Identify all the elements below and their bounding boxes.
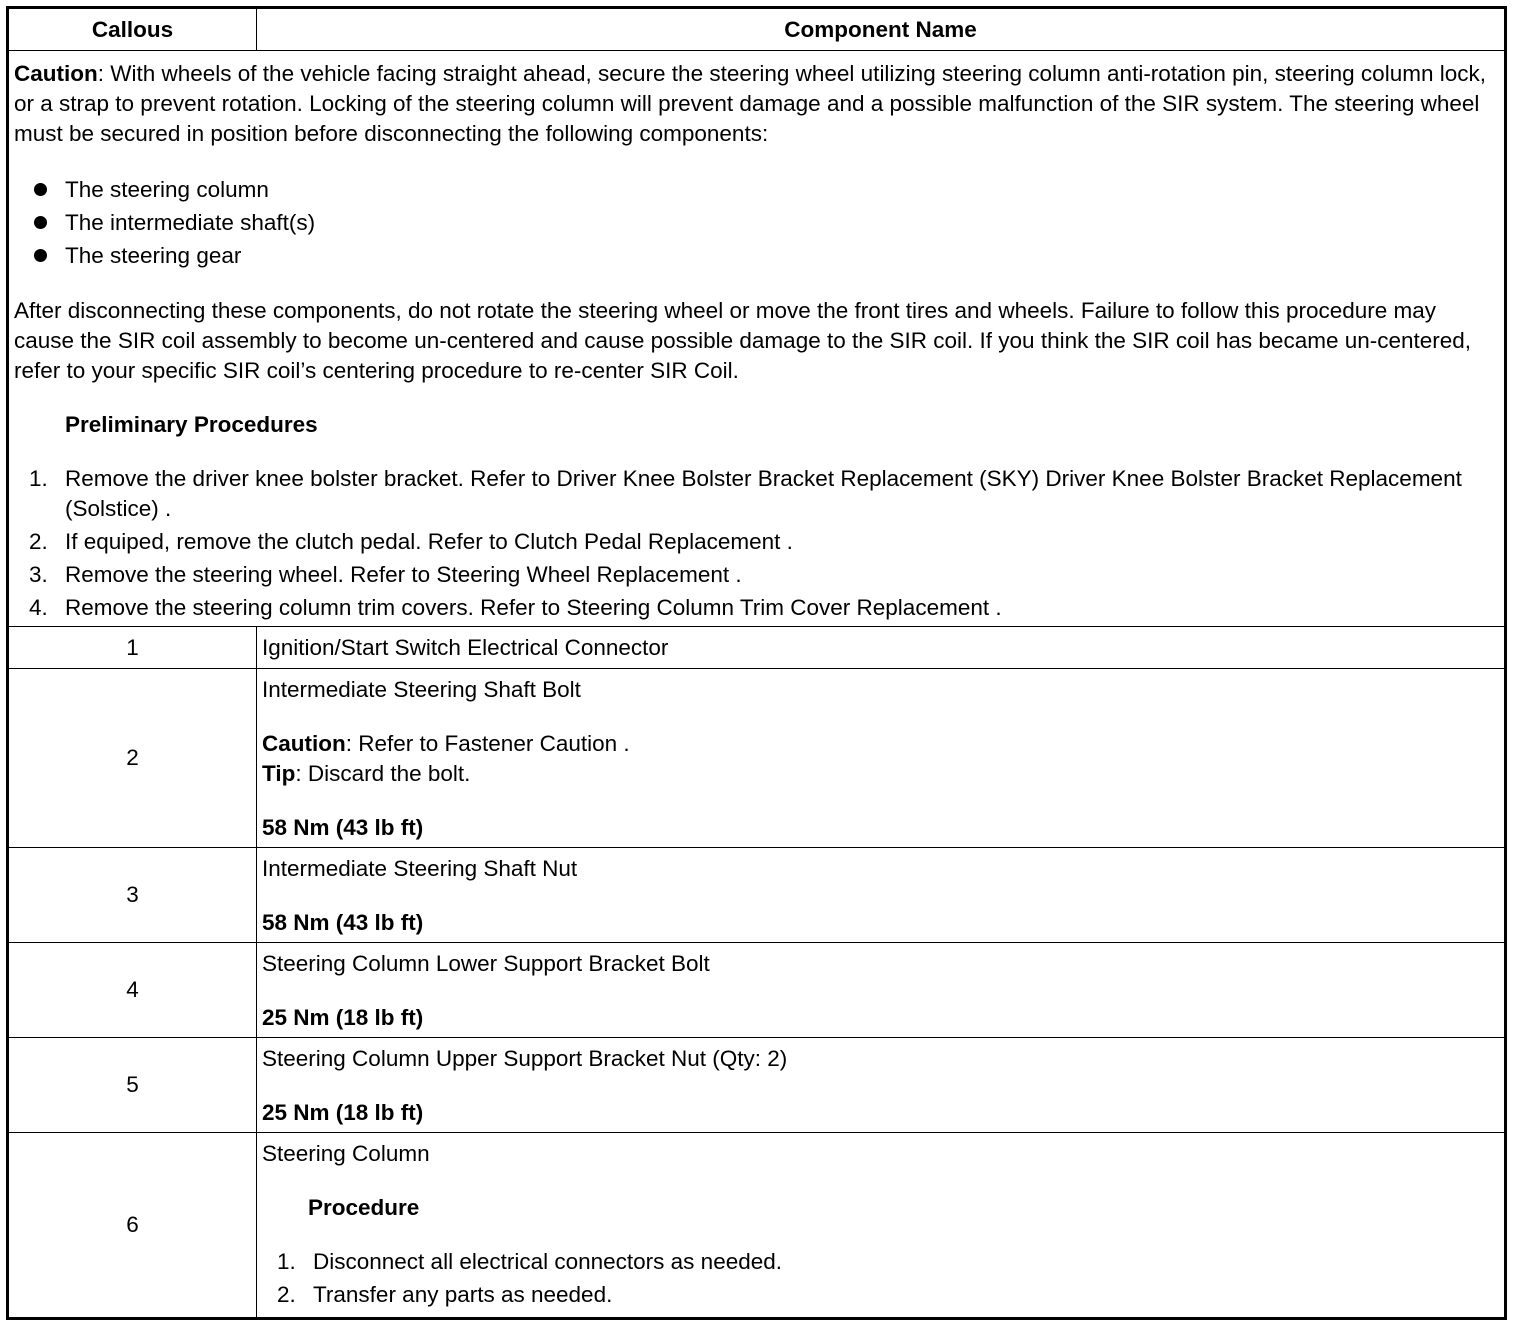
bullet-text: The intermediate shaft(s): [65, 210, 316, 235]
table-row: [8, 669, 1506, 848]
component-name: Steering Column: [262, 1141, 430, 1166]
procedure-title: Procedure: [308, 1195, 420, 1220]
step-number: 1.: [277, 1249, 296, 1274]
bullet-dot-icon: [34, 183, 47, 196]
tip: [262, 759, 1499, 789]
bullet-item: [14, 173, 1499, 206]
component-cell: [257, 943, 1506, 1038]
table-row: [8, 943, 1506, 1038]
component-cell: [257, 1133, 1506, 1319]
preliminary-step: [14, 464, 1499, 524]
component-table: [6, 6, 1507, 1320]
torque-spec: 25 Nm (18 lb ft): [262, 1100, 424, 1125]
caution-paragraph: [14, 59, 1499, 149]
step-number: 4.: [29, 595, 48, 620]
callout-number: 6: [8, 1133, 257, 1319]
preliminary-step: [14, 593, 1499, 623]
caution-text: : Refer to Fastener Caution .: [345, 731, 630, 756]
procedure-step: [262, 1247, 1499, 1277]
bullet-item: [14, 239, 1499, 272]
step-text: Remove the steering column trim covers. Refer to Steering Column Trim Cover Replacement .: [65, 595, 1002, 620]
caution-label: Caution: [262, 731, 346, 756]
step-text: Remove the driver knee bolster bracket. Refer to Driver Knee Bolster Bracket Replacement (SKY) Driver Knee Bolster Bracket Replacement (Solstice) .: [65, 466, 1462, 521]
preliminary-procedures-title: Preliminary Procedures: [65, 412, 318, 437]
header-row: [8, 8, 1506, 51]
step-number: 2.: [29, 529, 48, 554]
tip-label: Tip: [262, 761, 296, 786]
component-name: Steering Column Upper Support Bracket Nut (Qty: 2): [262, 1046, 788, 1071]
bullet-item: [14, 206, 1499, 239]
step-number: 3.: [29, 562, 48, 587]
table-row: [8, 1038, 1506, 1133]
bullet-dot-icon: [34, 216, 47, 229]
component-name-header: Component Name: [257, 8, 1506, 51]
step-number: 2.: [277, 1282, 296, 1307]
component-name: Ignition/Start Switch Electrical Connector: [257, 627, 1506, 669]
torque-spec: 25 Nm (18 lb ft): [262, 1005, 424, 1030]
table-row: [8, 627, 1506, 669]
callout-header: Callous: [8, 8, 257, 51]
step-text: Disconnect all electrical connectors as needed.: [313, 1249, 783, 1274]
callout-number: 2: [8, 669, 257, 848]
tip-text: : Discard the bolt.: [295, 761, 471, 786]
table-row: [8, 848, 1506, 943]
step-number: 1.: [29, 466, 48, 491]
bullet-dot-icon: [34, 249, 47, 262]
component-name: Intermediate Steering Shaft Nut: [262, 856, 578, 881]
step-text: If equiped, remove the clutch pedal. Refer to Clutch Pedal Replacement .: [65, 529, 793, 554]
table-row: [8, 1133, 1506, 1319]
caution-text: : With wheels of the vehicle facing straight ahead, secure the steering wheel utilizing steering column anti-rotation pin, steering column lock, or a strap to prevent rotation. Locking of the steering column will prevent damage and a possible malfunction of the SIR system. The steering wheel must be secured in position before disconnecting the following components:: [14, 61, 1486, 146]
component-name: Steering Column Lower Support Bracket Bolt: [262, 951, 710, 976]
callout-number: 3: [8, 848, 257, 943]
torque-spec: 58 Nm (43 lb ft): [262, 815, 424, 840]
step-text: Transfer any parts as needed.: [313, 1282, 613, 1307]
caution-row: [8, 51, 1506, 627]
component-cell: [257, 669, 1506, 848]
caution-cell: [8, 51, 1506, 627]
callout-number: 1: [8, 627, 257, 669]
preliminary-steps-list: [14, 464, 1499, 623]
component-name: Intermediate Steering Shaft Bolt: [262, 677, 581, 702]
preliminary-step: [14, 527, 1499, 557]
procedure-step: [262, 1280, 1499, 1310]
procedure-steps-list: [262, 1247, 1499, 1310]
after-disconnect-paragraph: After disconnecting these components, do not rotate the steering wheel or move the front tires and wheels. Failure to follow this procedure may cause the SIR coil assembly to become un-centered and cause possible damage to the SIR coil. If you think the SIR coil has became un-centered, refer to your specific SIR coil’s centering procedure to re-center SIR Coil.: [14, 298, 1472, 383]
bullet-text: The steering column: [65, 177, 269, 202]
callout-number: 4: [8, 943, 257, 1038]
component-bullet-list: [14, 173, 1499, 272]
callout-number: 5: [8, 1038, 257, 1133]
fastener-caution: [262, 729, 1499, 759]
caution-label: Caution: [14, 61, 98, 86]
component-cell: [257, 1038, 1506, 1133]
preliminary-step: [14, 560, 1499, 590]
bullet-text: The steering gear: [65, 243, 242, 268]
torque-spec: 58 Nm (43 lb ft): [262, 910, 424, 935]
step-text: Remove the steering wheel. Refer to Steering Wheel Replacement .: [65, 562, 742, 587]
component-cell: [257, 848, 1506, 943]
